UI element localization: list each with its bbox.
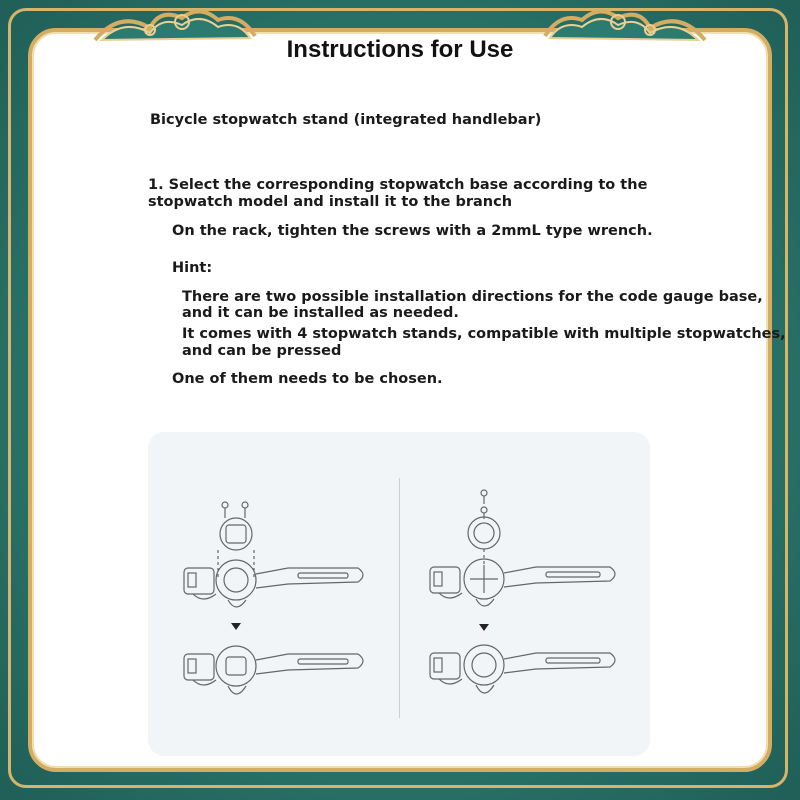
- hint-line: and it can be installed as needed.: [182, 305, 459, 321]
- footer-line: One of them needs to be chosen.: [172, 371, 443, 387]
- hint-line: and can be pressed: [182, 343, 342, 359]
- product-subtitle: Bicycle stopwatch stand (integrated handlebar): [150, 112, 542, 128]
- step1-line3: On the rack, tighten the screws with a 2mmL type wrench.: [172, 223, 653, 239]
- installation-diagram-right: [420, 487, 630, 727]
- hint-line: It comes with 4 stopwatch stands, compatible with multiple stopwatches,: [182, 326, 786, 342]
- hint-label: Hint:: [172, 260, 213, 276]
- step1-line2: stopwatch model and install it to the branch: [148, 194, 513, 210]
- down-triangle-icon: [479, 624, 489, 631]
- installation-diagram-left: [168, 492, 378, 732]
- step1-line1: 1. Select the corresponding stopwatch base according to the: [148, 177, 648, 193]
- page-title: Instructions for Use: [286, 36, 514, 63]
- hint-line: There are two possible installation directions for the code gauge base,: [182, 289, 763, 305]
- diagram-divider: [399, 478, 400, 718]
- diagram-panel: [148, 432, 650, 756]
- down-triangle-icon: [231, 623, 241, 630]
